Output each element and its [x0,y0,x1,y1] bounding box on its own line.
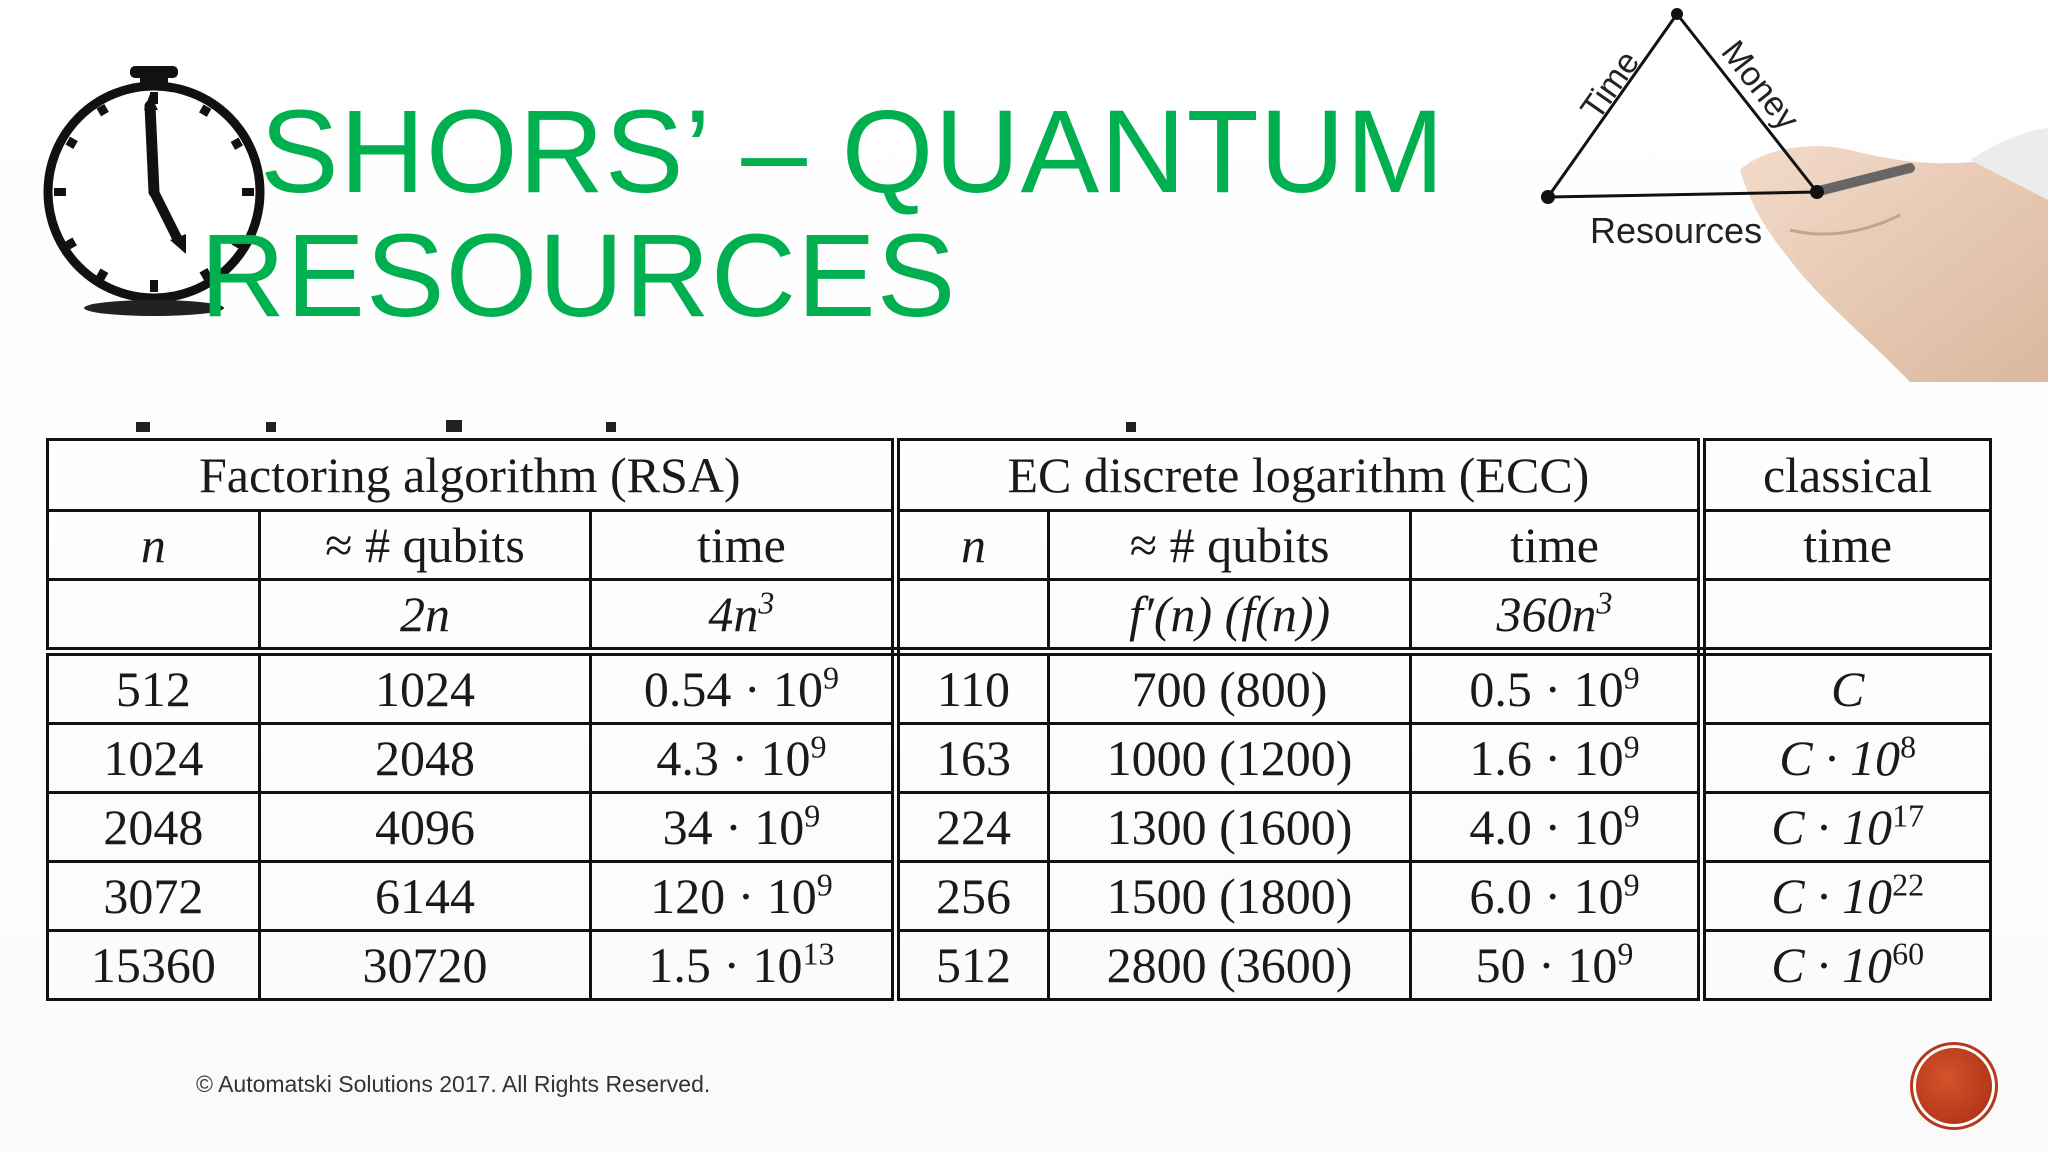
cell-rsa-n: 15360 [48,931,260,1000]
triangle-label-resources: Resources [1590,210,1763,251]
cell-classical-time: $C \cdot 10^{17}$ [1702,793,1991,862]
cell-rsa-qubits: 6144 [259,862,590,931]
cell-ecc-qubits: 1300 (1600) [1049,793,1410,862]
table-row [48,862,1991,931]
subheader-rsa-n: n [48,511,260,580]
title-line-1: SHORS’ – QUANTUM [260,86,1446,218]
cell-ecc-time: $1.6 \cdot 10^9$ [1410,724,1702,793]
formula-rsa-time: $4n^3$ [591,580,895,652]
cell-rsa-n: 2048 [48,793,260,862]
time-money-resources-triangle-diagram [1490,0,2048,382]
cell-rsa-qubits: 4096 [259,793,590,862]
cell-ecc-n: 163 [895,724,1049,793]
cell-ecc-time: $6.0 \cdot 10^9$ [1410,862,1702,931]
triangle-label-time: Time [1573,43,1648,127]
cropped-text-remnant [46,400,1992,434]
cell-ecc-qubits: 700 (800) [1049,652,1410,724]
formula-classical [1702,580,1991,652]
slide-title [200,86,1500,342]
table-group-header-row [48,440,1991,511]
quantum-resources-table [46,438,1992,1030]
cell-ecc-qubits: 1500 (1800) [1049,862,1410,931]
cell-rsa-n: 512 [48,652,260,724]
cell-rsa-time: $1.5 \cdot 10^{13}$ [591,931,895,1000]
cell-rsa-time: $4.3 \cdot 10^9$ [591,724,895,793]
table-row [48,652,1991,724]
cell-rsa-qubits: 1024 [259,652,590,724]
cell-ecc-qubits: 1000 (1200) [1049,724,1410,793]
cell-rsa-time: $0.54 \cdot 10^9$ [591,652,895,724]
triangle-label-money: Money [1713,33,1807,138]
cell-classical-time: C [1702,652,1991,724]
cell-ecc-n: 256 [895,862,1049,931]
cell-ecc-n: 512 [895,931,1049,1000]
header-ecc: EC discrete logarithm (ECC) [895,440,1702,511]
cell-rsa-time: $120 \cdot 10^9$ [591,862,895,931]
subheader-rsa-qubits: ≈ # qubits [259,511,590,580]
cell-rsa-n: 3072 [48,862,260,931]
formula-ecc-n [895,580,1049,652]
subheader-classical-time: time [1702,511,1991,580]
subheader-ecc-qubits: ≈ # qubits [1049,511,1410,580]
cell-classical-time: $C \cdot 10^{60}$ [1702,931,1991,1000]
cell-rsa-time: $34 \cdot 10^9$ [591,793,895,862]
cell-ecc-n: 224 [895,793,1049,862]
formula-rsa-qubits: 2n [259,580,590,652]
subheader-rsa-time: time [591,511,895,580]
footer-copyright: © Automatski Solutions 2017. All Rights Reserved. [196,1071,711,1097]
formula-ecc-time: $360n^3$ [1410,580,1702,652]
cell-ecc-time: $50 \cdot 10^9$ [1410,931,1702,1000]
cell-ecc-n: 110 [895,652,1049,724]
page-number-badge-icon [1916,1048,1992,1124]
formula-rsa-n [48,580,260,652]
header-classical: classical [1702,440,1991,511]
table-formula-row [48,580,1991,652]
header-rsa: Factoring algorithm (RSA) [48,440,896,511]
cell-ecc-time: $4.0 \cdot 10^9$ [1410,793,1702,862]
cell-rsa-n: 1024 [48,724,260,793]
cell-rsa-qubits: 2048 [259,724,590,793]
cell-ecc-time: $0.5 \cdot 10^9$ [1410,652,1702,724]
cell-rsa-qubits: 30720 [259,931,590,1000]
table-row [48,793,1991,862]
cell-classical-time: $C \cdot 10^{22}$ [1702,862,1991,931]
subheader-ecc-time: time [1410,511,1702,580]
cell-ecc-qubits: 2800 (3600) [1049,931,1410,1000]
subheader-ecc-n: n [895,511,1049,580]
table-row [48,724,1991,793]
title-line-2: RESOURCES [200,210,957,342]
cell-classical-time: $C \cdot 10^8$ [1702,724,1991,793]
table-row [48,931,1991,1000]
formula-ecc-qubits: f′(n) (f(n)) [1049,580,1410,652]
table-subheader-row [48,511,1991,580]
